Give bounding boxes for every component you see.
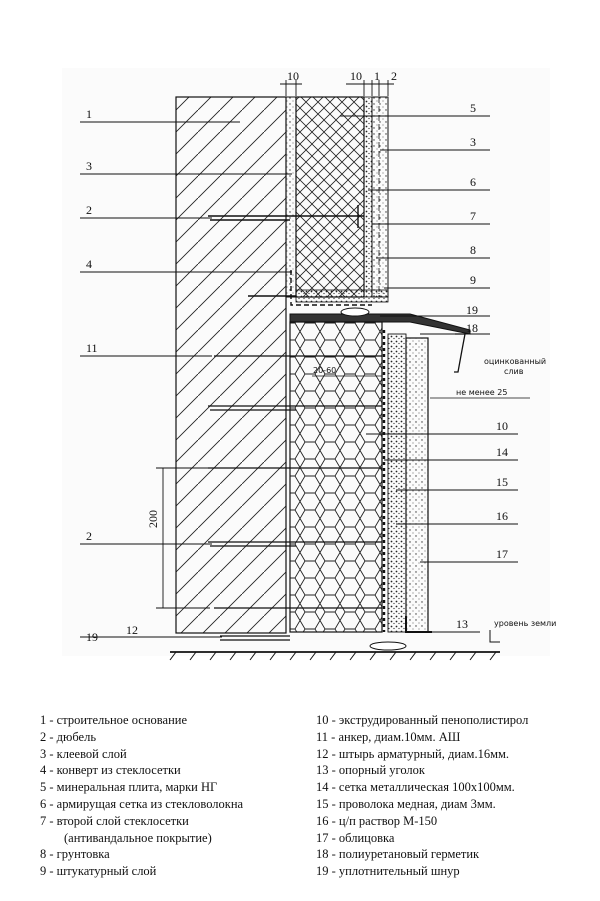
legend-item: 18 - полиуретановый герметик [316, 847, 480, 862]
callout-right-4: 7 [470, 209, 476, 223]
legend-item: 16 - ц/п раствор М-150 [316, 813, 438, 828]
dim-top-d: 2 [391, 69, 397, 83]
callout-left-2: 3 [86, 159, 92, 173]
callout-right-7: 19 [466, 303, 478, 317]
callout-right-8: 18 [466, 321, 478, 335]
legend-item: 4 - конверт из стеклосетки [40, 763, 181, 778]
legend-item: 14 - сетка металлическая 100x100мм. [316, 780, 515, 795]
cladding [406, 338, 428, 632]
mesh-layer [364, 97, 372, 297]
legend-item: 10 - экструдированный пенополистирол [316, 713, 529, 727]
cement-mortar [388, 334, 406, 632]
callout-right-10: 14 [496, 445, 508, 459]
callout-right-14: 13 [456, 617, 468, 631]
callout-right-5: 8 [470, 243, 476, 257]
legend-item: 15 - проволока медная, диам 3мм. [316, 796, 496, 811]
callout-right-11: 15 [496, 475, 508, 489]
callout-right-12: 16 [496, 509, 508, 523]
legend-item: 9 - штукатурный слой [40, 864, 157, 879]
legend-item: 3 - клеевой слой [40, 746, 127, 761]
callout-left-7: 19 [86, 630, 98, 644]
adhesive-layer [286, 97, 296, 297]
legend-item: 17 - облицовка [316, 830, 395, 845]
callout-right-6: 9 [470, 273, 476, 287]
legend-item: 5 - минеральная плита, марки НГ [40, 780, 218, 795]
callout-right-3: 6 [470, 175, 476, 189]
dim-top-a: 10 [287, 69, 299, 83]
callout-left-5: 11 [86, 341, 98, 355]
note-drain-line1: оцинкованный [484, 357, 547, 366]
legend-item: 12 - штырь арматурный, диам.16мм. [316, 746, 510, 761]
dim-top-c: 1 [374, 69, 380, 83]
legend-right [316, 712, 528, 880]
callout-left-6: 2 [86, 529, 92, 543]
legend-item: 2 - дюбель [40, 729, 97, 744]
callout-left-3: 2 [86, 203, 92, 217]
callout-right-13: 17 [496, 547, 508, 561]
legend-left [40, 712, 243, 880]
dim-gap: 20-60 [313, 366, 337, 375]
note-drain-line2: слив [504, 367, 524, 376]
legend-item: 1 - строительное основание [40, 713, 187, 727]
note-ground: уровень земли [494, 619, 557, 628]
callout-right-2: 3 [470, 135, 476, 149]
legend-item: 19 - уплотнительный шнур [316, 864, 460, 879]
legend-item: 11 - анкер, диам.10мм. АШ [316, 729, 461, 744]
callout-right-1: 5 [470, 101, 476, 115]
note-min: не менее 25 [456, 388, 508, 397]
legend-item: 7 - второй слой стеклосетки [40, 813, 189, 828]
legend-item: (антивандальное покрытие) [64, 830, 212, 845]
legend-item: 8 - грунтовка [40, 847, 110, 862]
wall-base [176, 97, 286, 633]
callout-right-9: 10 [496, 419, 508, 433]
dim-top-b: 10 [350, 69, 362, 83]
callout-left-1: 1 [86, 107, 92, 121]
dim-vertical: 200 [146, 510, 160, 528]
legend-item: 13 - опорный уголок [316, 763, 425, 778]
mineral-plate [296, 97, 364, 297]
legend-item: 6 - армирущая сетка из стекловолокна [40, 796, 244, 811]
callout-left-8: 12 [126, 623, 138, 637]
plaster-layer [372, 97, 388, 297]
callout-left-4: 4 [86, 257, 92, 271]
